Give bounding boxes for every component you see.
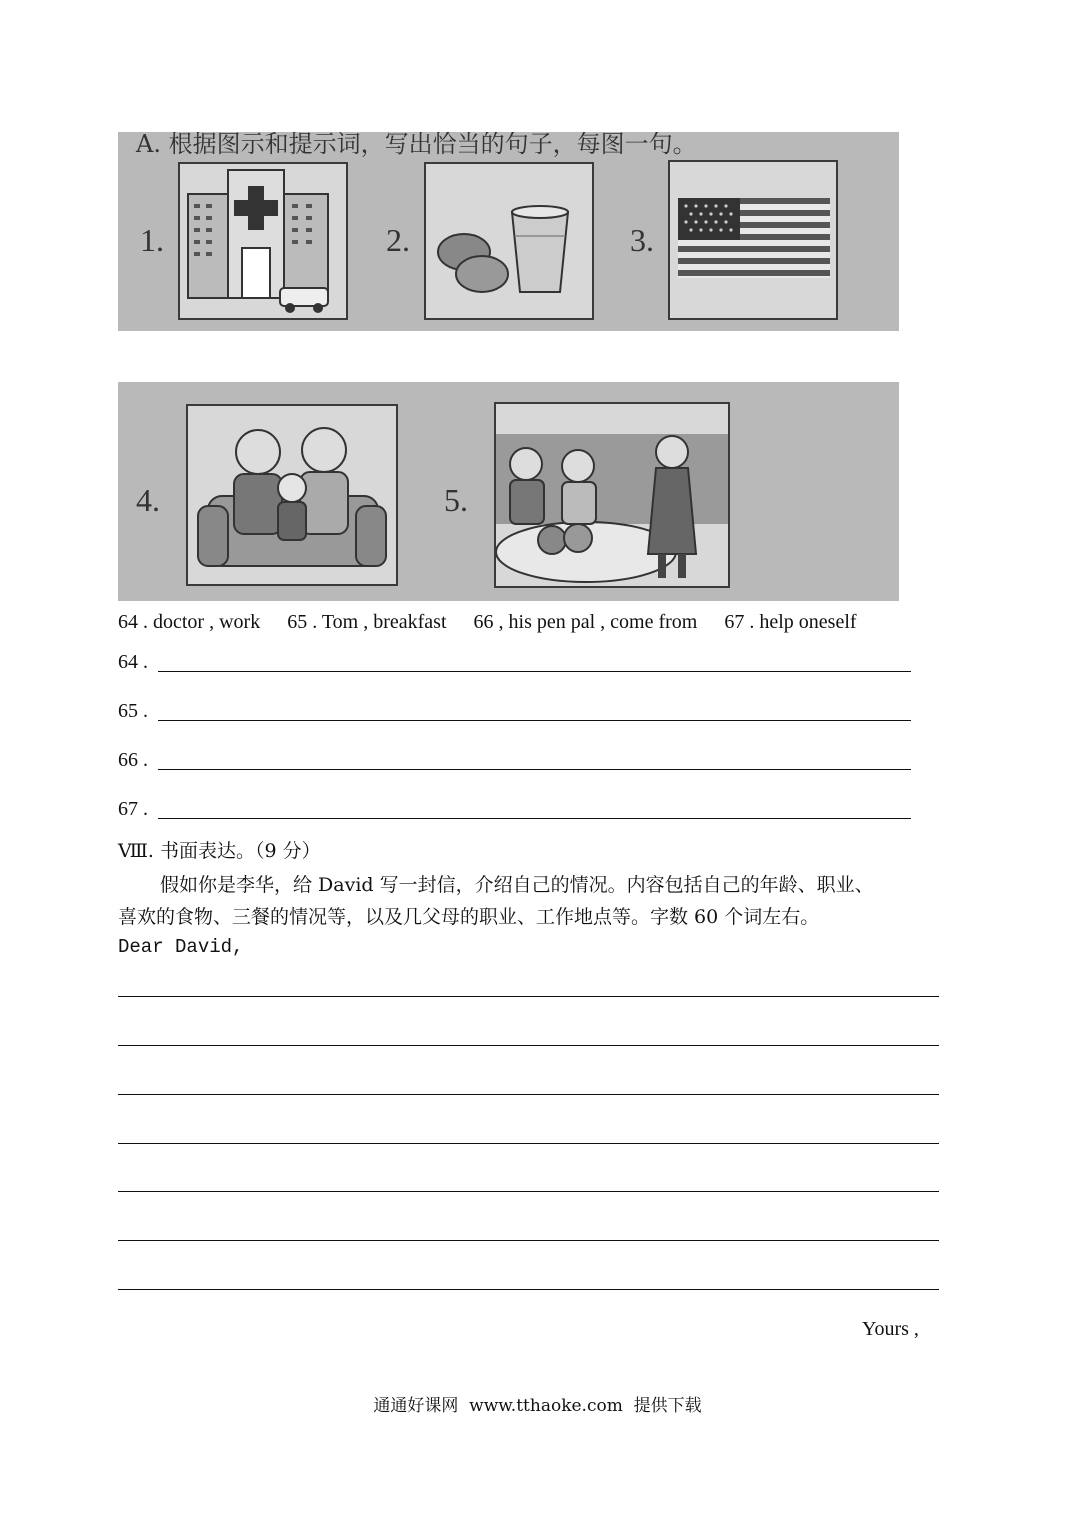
writing-line-2[interactable] <box>118 1045 939 1046</box>
picture-frame-5 <box>494 402 730 588</box>
letter-salutation: Dear David, <box>118 936 244 958</box>
letter-closing: Yours , <box>862 1318 919 1340</box>
writing-heading: Ⅷ. 书面表达。（9 分） <box>118 840 321 862</box>
writing-line-5[interactable] <box>118 1191 939 1192</box>
answer-label-64: 64 . <box>118 651 148 673</box>
picture-number-2: 2. <box>386 222 410 258</box>
picture-frame-4 <box>186 404 398 586</box>
picture-number-5: 5. <box>444 482 468 518</box>
hospital-icon <box>180 164 346 318</box>
picture-number-3: 3. <box>630 222 654 258</box>
picture-number-4: 4. <box>136 482 160 518</box>
picture-number-1: 1. <box>140 222 164 258</box>
writing-line-3[interactable] <box>118 1094 939 1095</box>
hint-67: 67 . help oneself <box>724 611 857 633</box>
help-yourself-icon <box>496 404 728 586</box>
writing-line-7[interactable] <box>118 1289 939 1290</box>
usa-flag-icon <box>670 162 836 318</box>
page-footer: 通通好课网 www.tthaoke.com 提供下载 <box>373 1396 702 1416</box>
hint-words-line <box>118 611 857 634</box>
answer-line-67[interactable] <box>158 818 911 819</box>
answer-label-67: 67 . <box>118 798 148 820</box>
breakfast-icon <box>426 164 592 318</box>
family-icon <box>188 406 396 584</box>
writing-prompt-line1: 假如你是李华，给 David 写一封信，介绍自己的情况。内容包括自己的年龄、职业、 <box>160 874 874 896</box>
answer-line-64[interactable] <box>158 671 911 672</box>
writing-line-4[interactable] <box>118 1143 939 1144</box>
answer-label-66: 66 . <box>118 749 148 771</box>
hint-66: 66 , his pen pal , come from <box>473 611 698 633</box>
writing-line-1[interactable] <box>118 996 939 997</box>
writing-prompt-line2: 喜欢的食物、三餐的情况等，以及几父母的职业、工作地点等。字数 60 个词左右。 <box>118 906 820 928</box>
picture-frame-3 <box>668 160 838 320</box>
answer-line-65[interactable] <box>158 720 911 721</box>
writing-line-6[interactable] <box>118 1240 939 1241</box>
answer-line-66[interactable] <box>158 769 911 770</box>
hint-65: 65 . Tom , breakfast <box>287 611 447 633</box>
hint-64: 64 . doctor , work <box>118 611 261 633</box>
picture-frame-2 <box>424 162 594 320</box>
picture-instruction: A. 根据图示和提示词，写出恰当的句子，每图一句。 <box>136 132 697 158</box>
picture-frame-1 <box>178 162 348 320</box>
picture-strip-top <box>118 132 899 331</box>
picture-strip-bottom <box>118 382 899 601</box>
answer-label-65: 65 . <box>118 700 148 722</box>
